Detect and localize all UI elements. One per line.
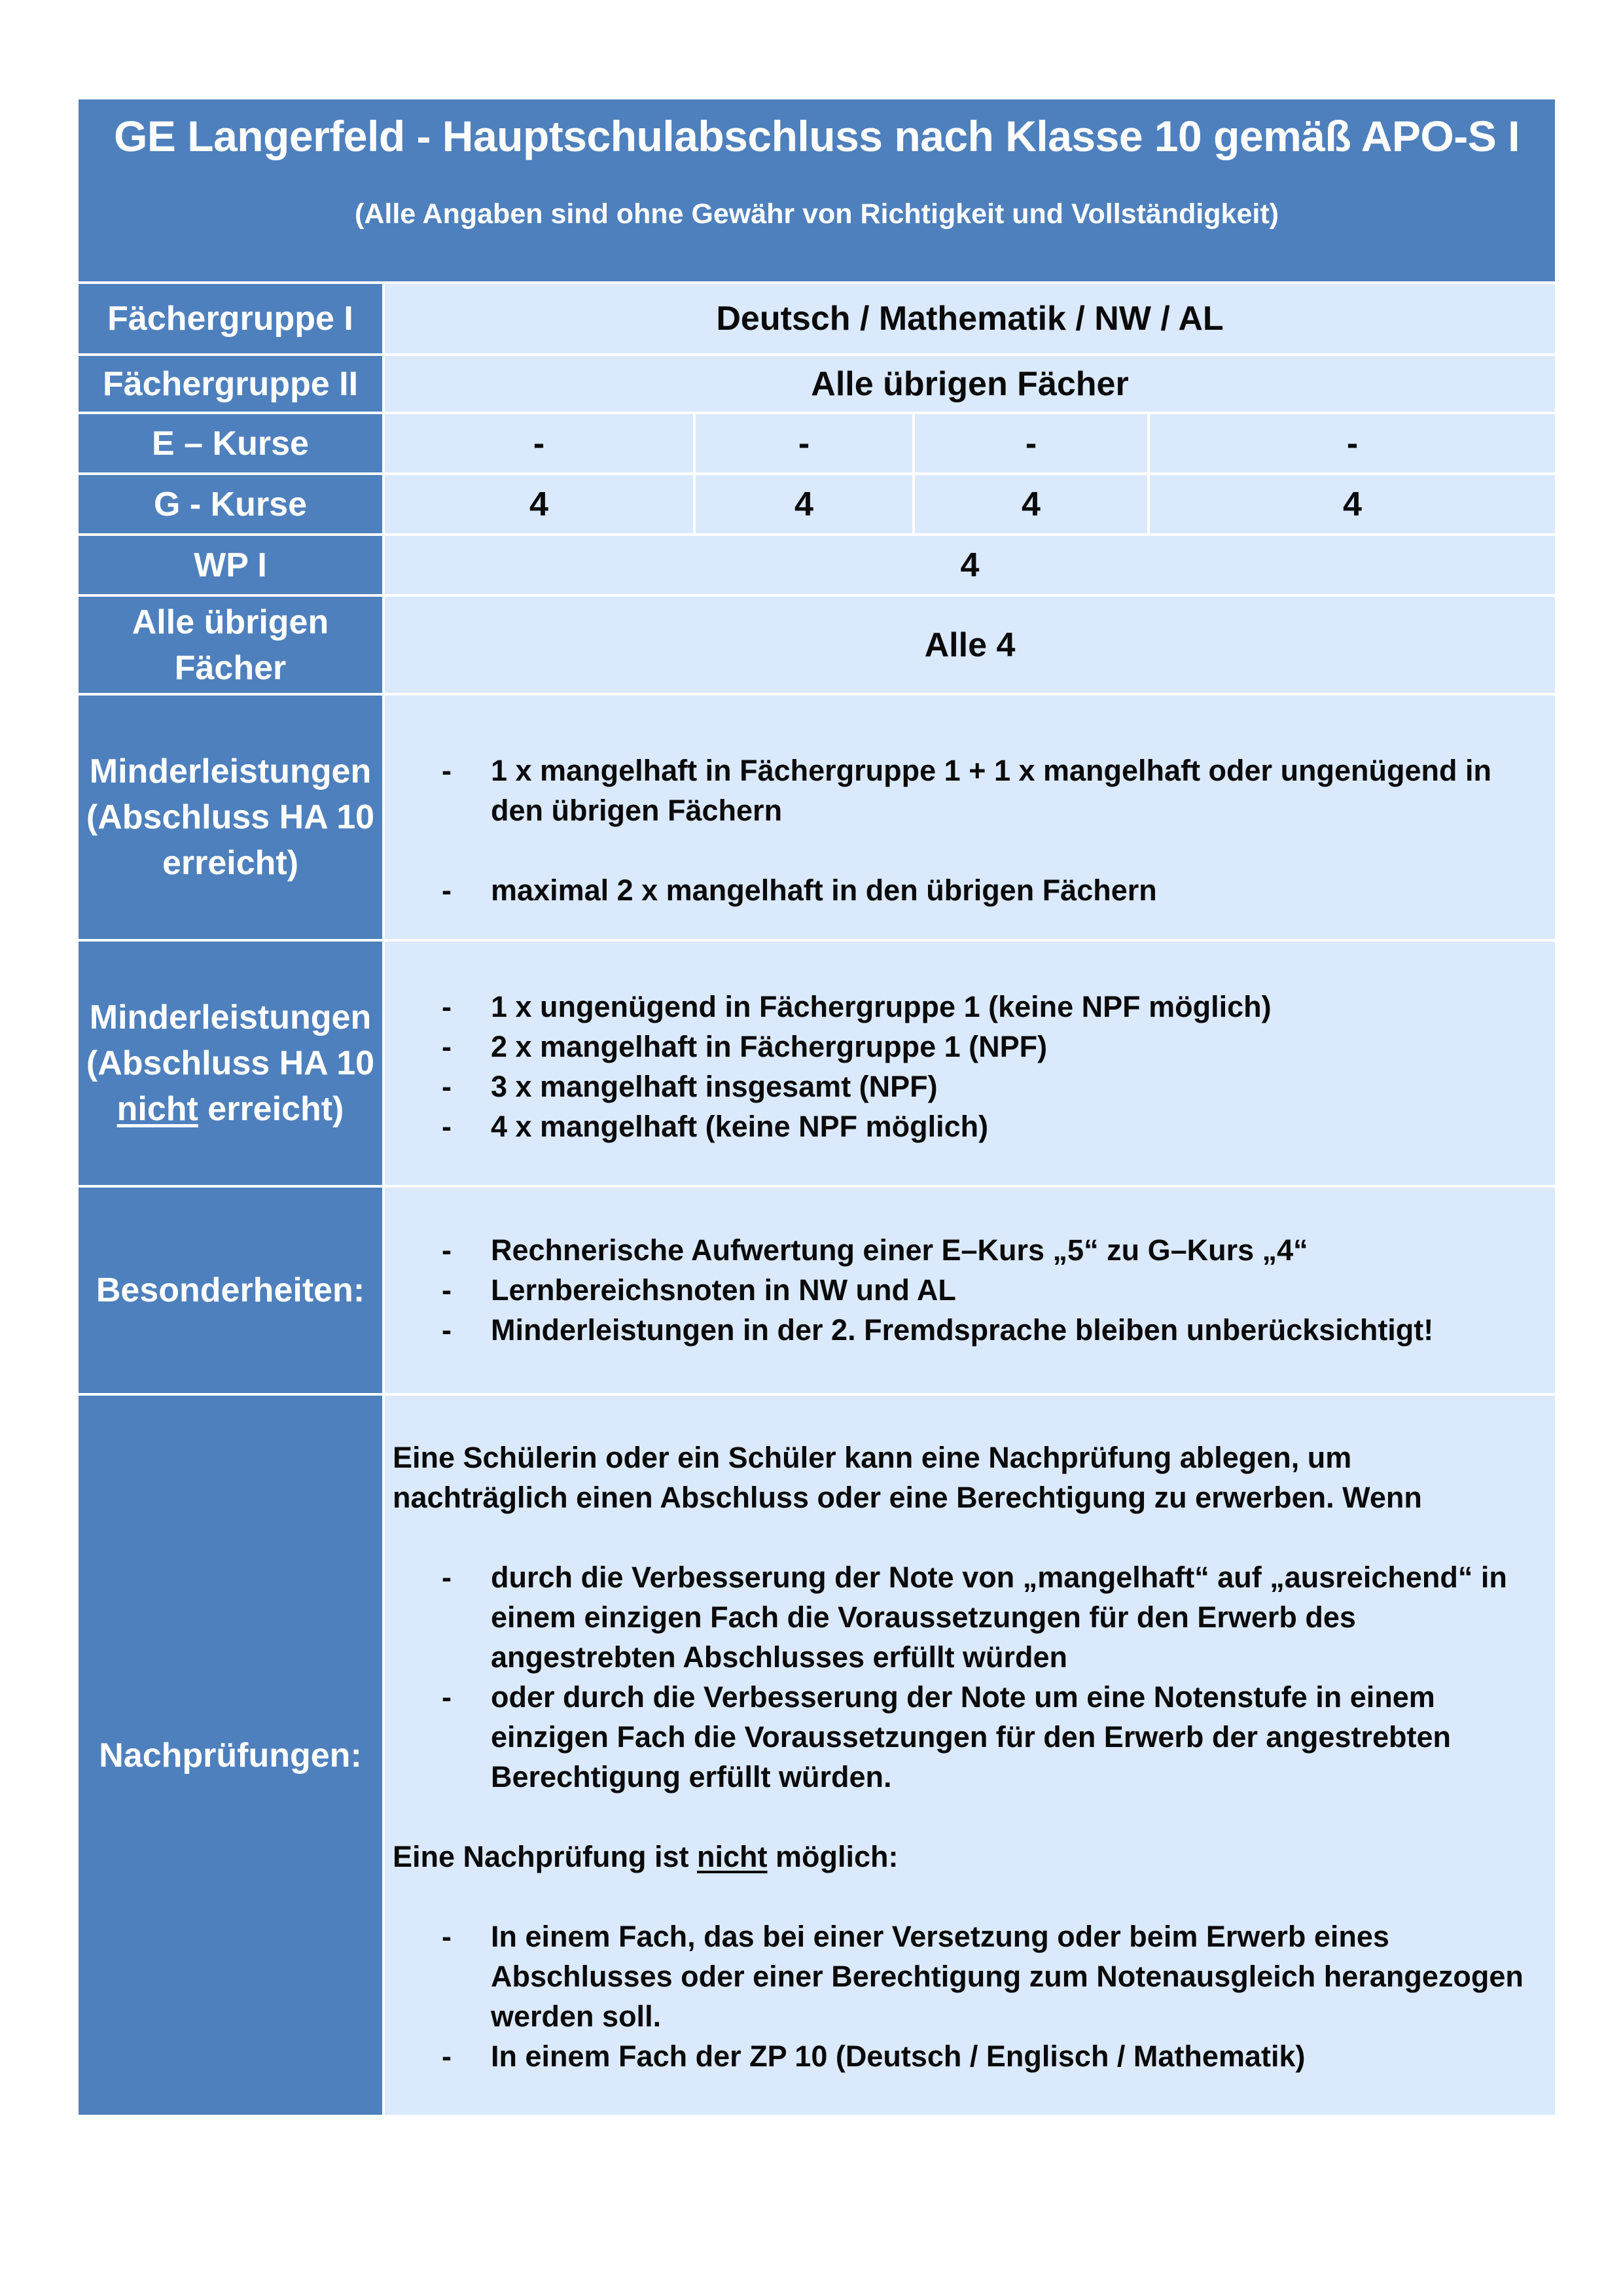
- label-g-kurse: G - Kurse: [79, 475, 382, 533]
- g-kurse-cell: 4: [385, 475, 693, 533]
- minderleistungen-nicht-erreicht-content: [385, 942, 1555, 1185]
- besonderheiten-content: [385, 1188, 1555, 1393]
- e-kurse-cell: -: [915, 414, 1147, 472]
- list-item: - 1 x mangelhaft in Fächergruppe 1 + 1 x mangelhaft oder ungenügend in den übrigen Fächern: [385, 751, 1529, 830]
- e-kurse-cell: -: [1150, 414, 1555, 472]
- label-line: Minderleistungen: [89, 998, 372, 1036]
- list-item: - In einem Fach, das bei einer Versetzung oder beim Erwerb eines Abschlusses oder einer Berechtigung zum Notenausgleich herangezogen werden soll.: [385, 1916, 1542, 2036]
- label-e-kurse: E – Kurse: [79, 414, 382, 472]
- nachpruefungen-content: [385, 1396, 1555, 2115]
- label-faechergruppe-2: Fächergruppe II: [79, 356, 382, 412]
- list-item: - maximal 2 x mangelhaft in den übrigen Fächern: [385, 870, 1529, 910]
- value-alle-uebrigen: Alle 4: [385, 597, 1555, 693]
- list-item: - durch die Verbesserung der Note von „mangelhaft“ auf „ausreichend“ in einem einzigen Fach die Voraussetzungen für den Erwerb des angestrebten Abschlusses erfüllt würden: [385, 1557, 1542, 1677]
- nicht-post-text: möglich:: [767, 1840, 899, 1873]
- list-item: - oder durch die Verbesserung der Note um eine Notenstufe in einem einzigen Fach die Voraussetzungen für den Erwerb der angestrebten Berechtigung erfüllt würden.: [385, 1677, 1542, 1797]
- list-item: - Minderleistungen in der 2. Fremdsprache bleiben unberücksichtigt!: [385, 1310, 1529, 1350]
- nachpruefung-nicht-moeglich: [385, 1837, 1542, 1877]
- label-minderleistungen-erreicht: [79, 696, 382, 939]
- label-besonderheiten: Besonderheiten:: [79, 1188, 382, 1393]
- label-minderleistungen-nicht-erreicht: [79, 942, 382, 1185]
- label-wp-1: WP I: [79, 536, 382, 594]
- list-item: - 4 x mangelhaft (keine NPF möglich): [385, 1106, 1529, 1146]
- value-faechergruppe-1: Deutsch / Mathematik / NW / AL: [385, 284, 1555, 353]
- g-kurse-cell: 4: [1150, 475, 1555, 533]
- nicht-pre-text: Eine Nachprüfung ist: [393, 1840, 698, 1873]
- g-kurse-cell: 4: [915, 475, 1147, 533]
- label-line: [117, 1086, 344, 1132]
- label-faechergruppe-1: Fächergruppe I: [79, 284, 382, 353]
- label-line: erreicht): [162, 844, 299, 882]
- label-alle-uebrigen: [79, 597, 382, 693]
- table-header: [79, 99, 1555, 281]
- label-nachpruefungen: Nachprüfungen:: [79, 1396, 382, 2115]
- minderleistungen-erreicht-content: [385, 696, 1555, 939]
- e-kurse-cell: -: [696, 414, 912, 472]
- page-title: GE Langerfeld - Hauptschulabschluss nach Klasse 10 gemäß APO-S I: [114, 112, 1520, 160]
- list-item: - 1 x ungenügend in Fächergruppe 1 (keine NPF möglich): [385, 987, 1529, 1027]
- e-kurse-cell: -: [385, 414, 693, 472]
- erreicht-text: erreicht): [198, 1090, 344, 1128]
- page-subtitle: (Alle Angaben sind ohne Gewähr von Richtigkeit und Vollständigkeit): [355, 198, 1279, 230]
- label-line: Fächer: [174, 648, 287, 687]
- list-item: - 3 x mangelhaft insgesamt (NPF): [385, 1067, 1529, 1106]
- value-wp-1: 4: [385, 536, 1555, 594]
- label-line: Alle übrigen: [132, 603, 329, 641]
- list-item: - Rechnerische Aufwertung einer E–Kurs „5“ zu G–Kurs „4“: [385, 1230, 1529, 1270]
- nicht-emphasis: nicht: [697, 1840, 768, 1873]
- overview-table: [79, 99, 1544, 2089]
- list-item: - 2 x mangelhaft in Fächergruppe 1 (NPF): [385, 1027, 1529, 1067]
- nicht-emphasis: nicht: [116, 1090, 198, 1128]
- list-item: - Lernbereichsnoten in NW und AL: [385, 1270, 1529, 1310]
- label-line: Minderleistungen: [89, 752, 372, 790]
- value-faechergruppe-2: Alle übrigen Fächer: [385, 356, 1555, 412]
- nachpruefungen-intro: Eine Schülerin oder ein Schüler kann eine Nachprüfung ablegen, um nachträglich einen Abschluss oder eine Berechtigung zu erwerben. Wenn: [393, 1441, 1422, 1514]
- g-kurse-cell: 4: [696, 475, 912, 533]
- label-line: (Abschluss HA 10: [86, 798, 375, 836]
- list-item: - In einem Fach der ZP 10 (Deutsch / Englisch / Mathematik): [385, 2036, 1542, 2076]
- label-line: (Abschluss HA 10: [86, 1044, 375, 1082]
